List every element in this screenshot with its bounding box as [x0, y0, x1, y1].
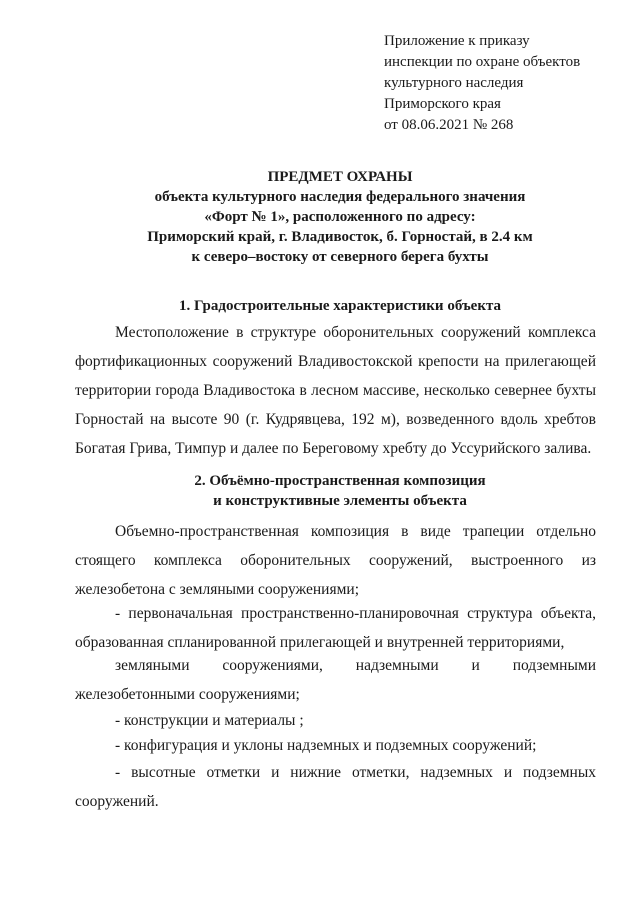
section-2-list-item: - высотные отметки и нижние отметки, надземных и подземных сооружений. [75, 764, 596, 810]
appendix-line: инспекции по охране объектов [384, 54, 581, 70]
title-line: к северо–востоку от северного берега бухты [191, 249, 489, 265]
title-line: Приморский край, г. Владивосток, б. Горностай, в 2.4 км [147, 229, 533, 245]
appendix-line: Приморского края [384, 96, 501, 112]
appendix-line: культурного наследия [384, 75, 524, 91]
document-title [60, 167, 620, 267]
section-2-heading-line: 2. Объёмно-пространственная композиция [194, 473, 486, 489]
section-2-list-item: - конфигурация и уклоны надземных и подземных сооружений; [115, 737, 537, 754]
section-2-list-item: - конструкции и материалы ; [115, 712, 304, 729]
section-1-paragraph: Местоположение в структуре оборонительных сооружений комплекса фортификационных сооружений Владивостокской крепости на прилегающей территории города Владивостока в лесном массиве, несколько севернее бухты Горностай на высоте 90 (г. Кудрявцева, 192 м), возведенного вдоль хребтов Богатая Грива, Тимпур и далее по Береговому хребту до Уссурийского залива. [75, 324, 596, 457]
appendix-reference [384, 31, 624, 136]
section-2-paragraph: Объемно-пространственная композиция в виде трапеции отдельно стоящего комплекса оборонительных сооружений, выстроенного из железобетона с земляными сооружениями; [75, 523, 596, 598]
title-line: «Форт № 1», расположенного по адресу: [204, 209, 476, 225]
title-line: объекта культурного наследия федерального значения [154, 189, 526, 205]
section-2-list-item: земляными сооружениями, надземными и подземными железобетонными сооружениями; [75, 657, 596, 703]
title-main: ПРЕДМЕТ ОХРАНЫ [267, 169, 413, 185]
section-2-heading [60, 471, 620, 511]
section-1-heading: 1. Градостроительные характеристики объекта [178, 298, 502, 314]
section-2-heading-line: и конструктивные элементы объекта [213, 493, 467, 509]
section-2-list-item: - первоначальная пространственно-планировочная структура объекта, образованная спланированной прилегающей и внутренней территориями, [75, 605, 596, 651]
appendix-order-date: от 08.06.2021 № 268 [384, 117, 514, 133]
appendix-line: Приложение к приказу [384, 33, 530, 49]
